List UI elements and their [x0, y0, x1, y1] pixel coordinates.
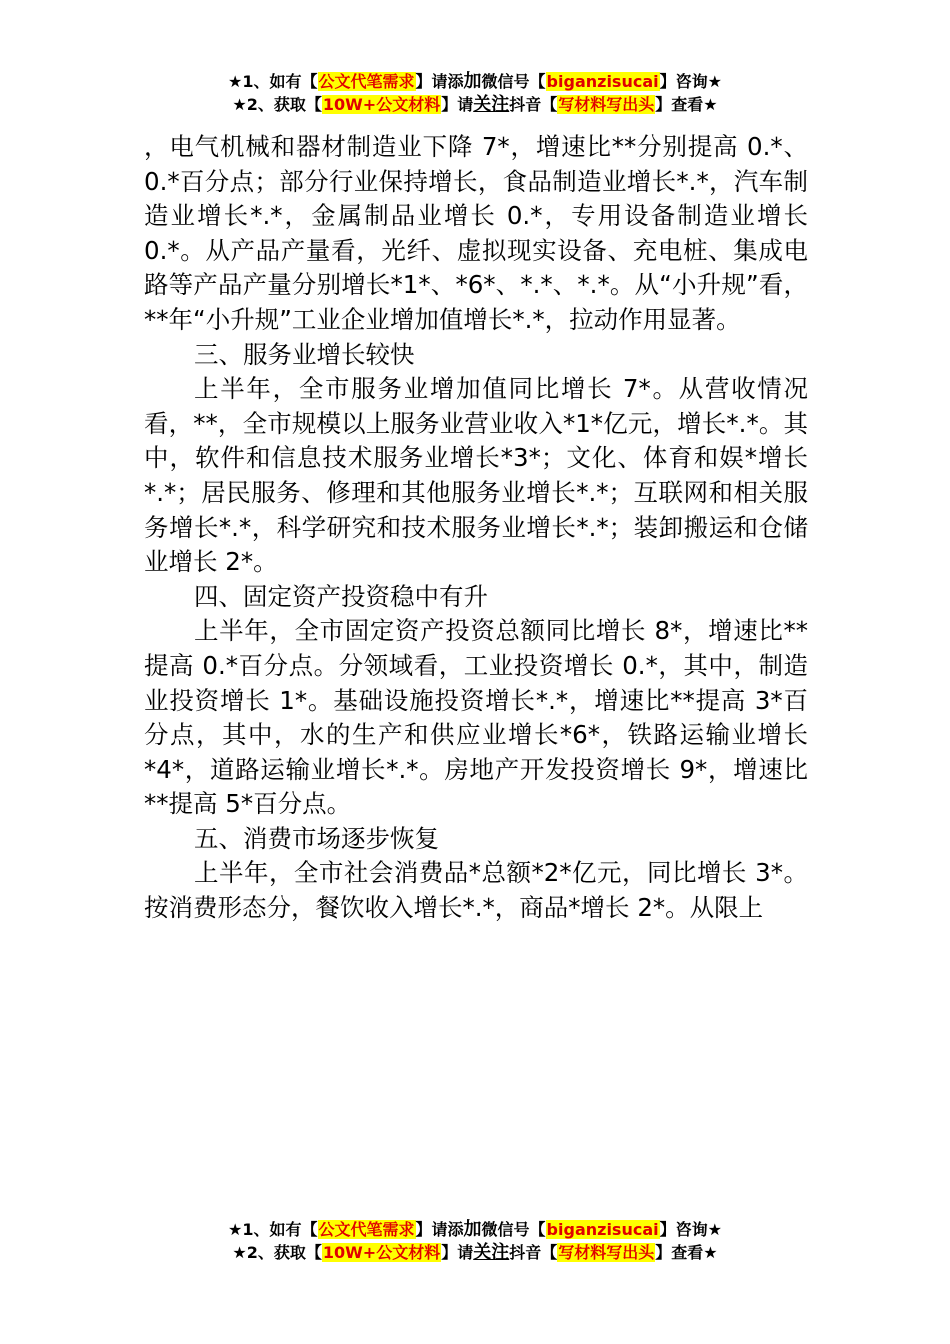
highlight-service: 公文代笔需求 [318, 72, 415, 91]
section-heading-consumption: 五、消费市场逐步恢复 [194, 823, 439, 853]
section-heading-services: 三、服务业增长较快 [194, 339, 415, 369]
promo-footer-line-2: ★2、获取【10W+公文材料】请关注抖音【写材料写出头】查看★ [232, 1242, 718, 1263]
promo-footer [0, 1218, 950, 1264]
highlight-materials: 10W+公文材料 [322, 1243, 441, 1262]
paragraph-investment: 上半年，全市固定资产投资总额同比增长 8*，增速比**提高 0.*百分点。分领域看，工业投资增长 0.*，其中，制造业投资增长 1*。基础设施投资增长*.*，增速比**提高 3*百分点，其中，水的生产和供应业增长*6*，铁路运输业增长*4*，道路运输业增长*.*。房地产开发投资增长 9*，增速比**提高 5*百分点。 [144, 616, 808, 819]
highlight-wechat-id: biganzisucai [546, 72, 659, 91]
paragraph-consumption: 上半年，全市社会消费品*总额*2*亿元，同比增长 3*。按消费形态分，餐饮收入增长*.*，商品*增长 2*。从限上 [144, 858, 808, 923]
document-body [144, 130, 808, 926]
highlight-service: 公文代笔需求 [318, 1220, 415, 1239]
paragraph-services: 上半年，全市服务业增加值同比增长 7*。从营收情况看，**，全市规模以上服务业营业收入*1*亿元，增长*.*。其中，软件和信息技术服务业增长*3*；文化、体育和娱*增长*.*；居民服务、修理和其他服务业增长*.*；互联网和相关服务增长*.*，科学研究和技术服务业增长*.*；装卸搬运和仓储业增长 2*。 [144, 374, 808, 577]
highlight-wechat-id: biganzisucai [546, 1220, 659, 1239]
highlight-douyin: 写材料写出头 [558, 1243, 655, 1262]
paragraph-industry-continued: ，电气机械和器材制造业下降 7*，增速比**分别提高 0.*、0.*百分点；部分行业保持增长，食品制造业增长*.*，汽车制造业增长*.*，金属制品业增长 0.*，专用设备制造业增长 0.*。从产品产量看，光纤、虚拟现实设备、充电桩、集成电路等产品产量分别增长*1*、*6*、*.*、*.*。从“小升规”看，**年“小升规”工业企业增加值增长*.*，拉动作用显著。 [144, 132, 808, 334]
promo-footer-line-1: ★1、如有【公文代笔需求】请添加微信号【biganzisucai】咨询★ [228, 1219, 722, 1240]
promo-line-2: ★2、获取【10W+公文材料】请关注抖音【写材料写出头】查看★ [232, 94, 718, 115]
promo-header [0, 70, 950, 116]
highlight-douyin: 写材料写出头 [558, 95, 655, 114]
highlight-materials: 10W+公文材料 [322, 95, 441, 114]
promo-line-1: ★1、如有【公文代笔需求】请添加微信号【biganzisucai】咨询★ [228, 71, 722, 92]
section-heading-investment: 四、固定资产投资稳中有升 [194, 581, 488, 611]
